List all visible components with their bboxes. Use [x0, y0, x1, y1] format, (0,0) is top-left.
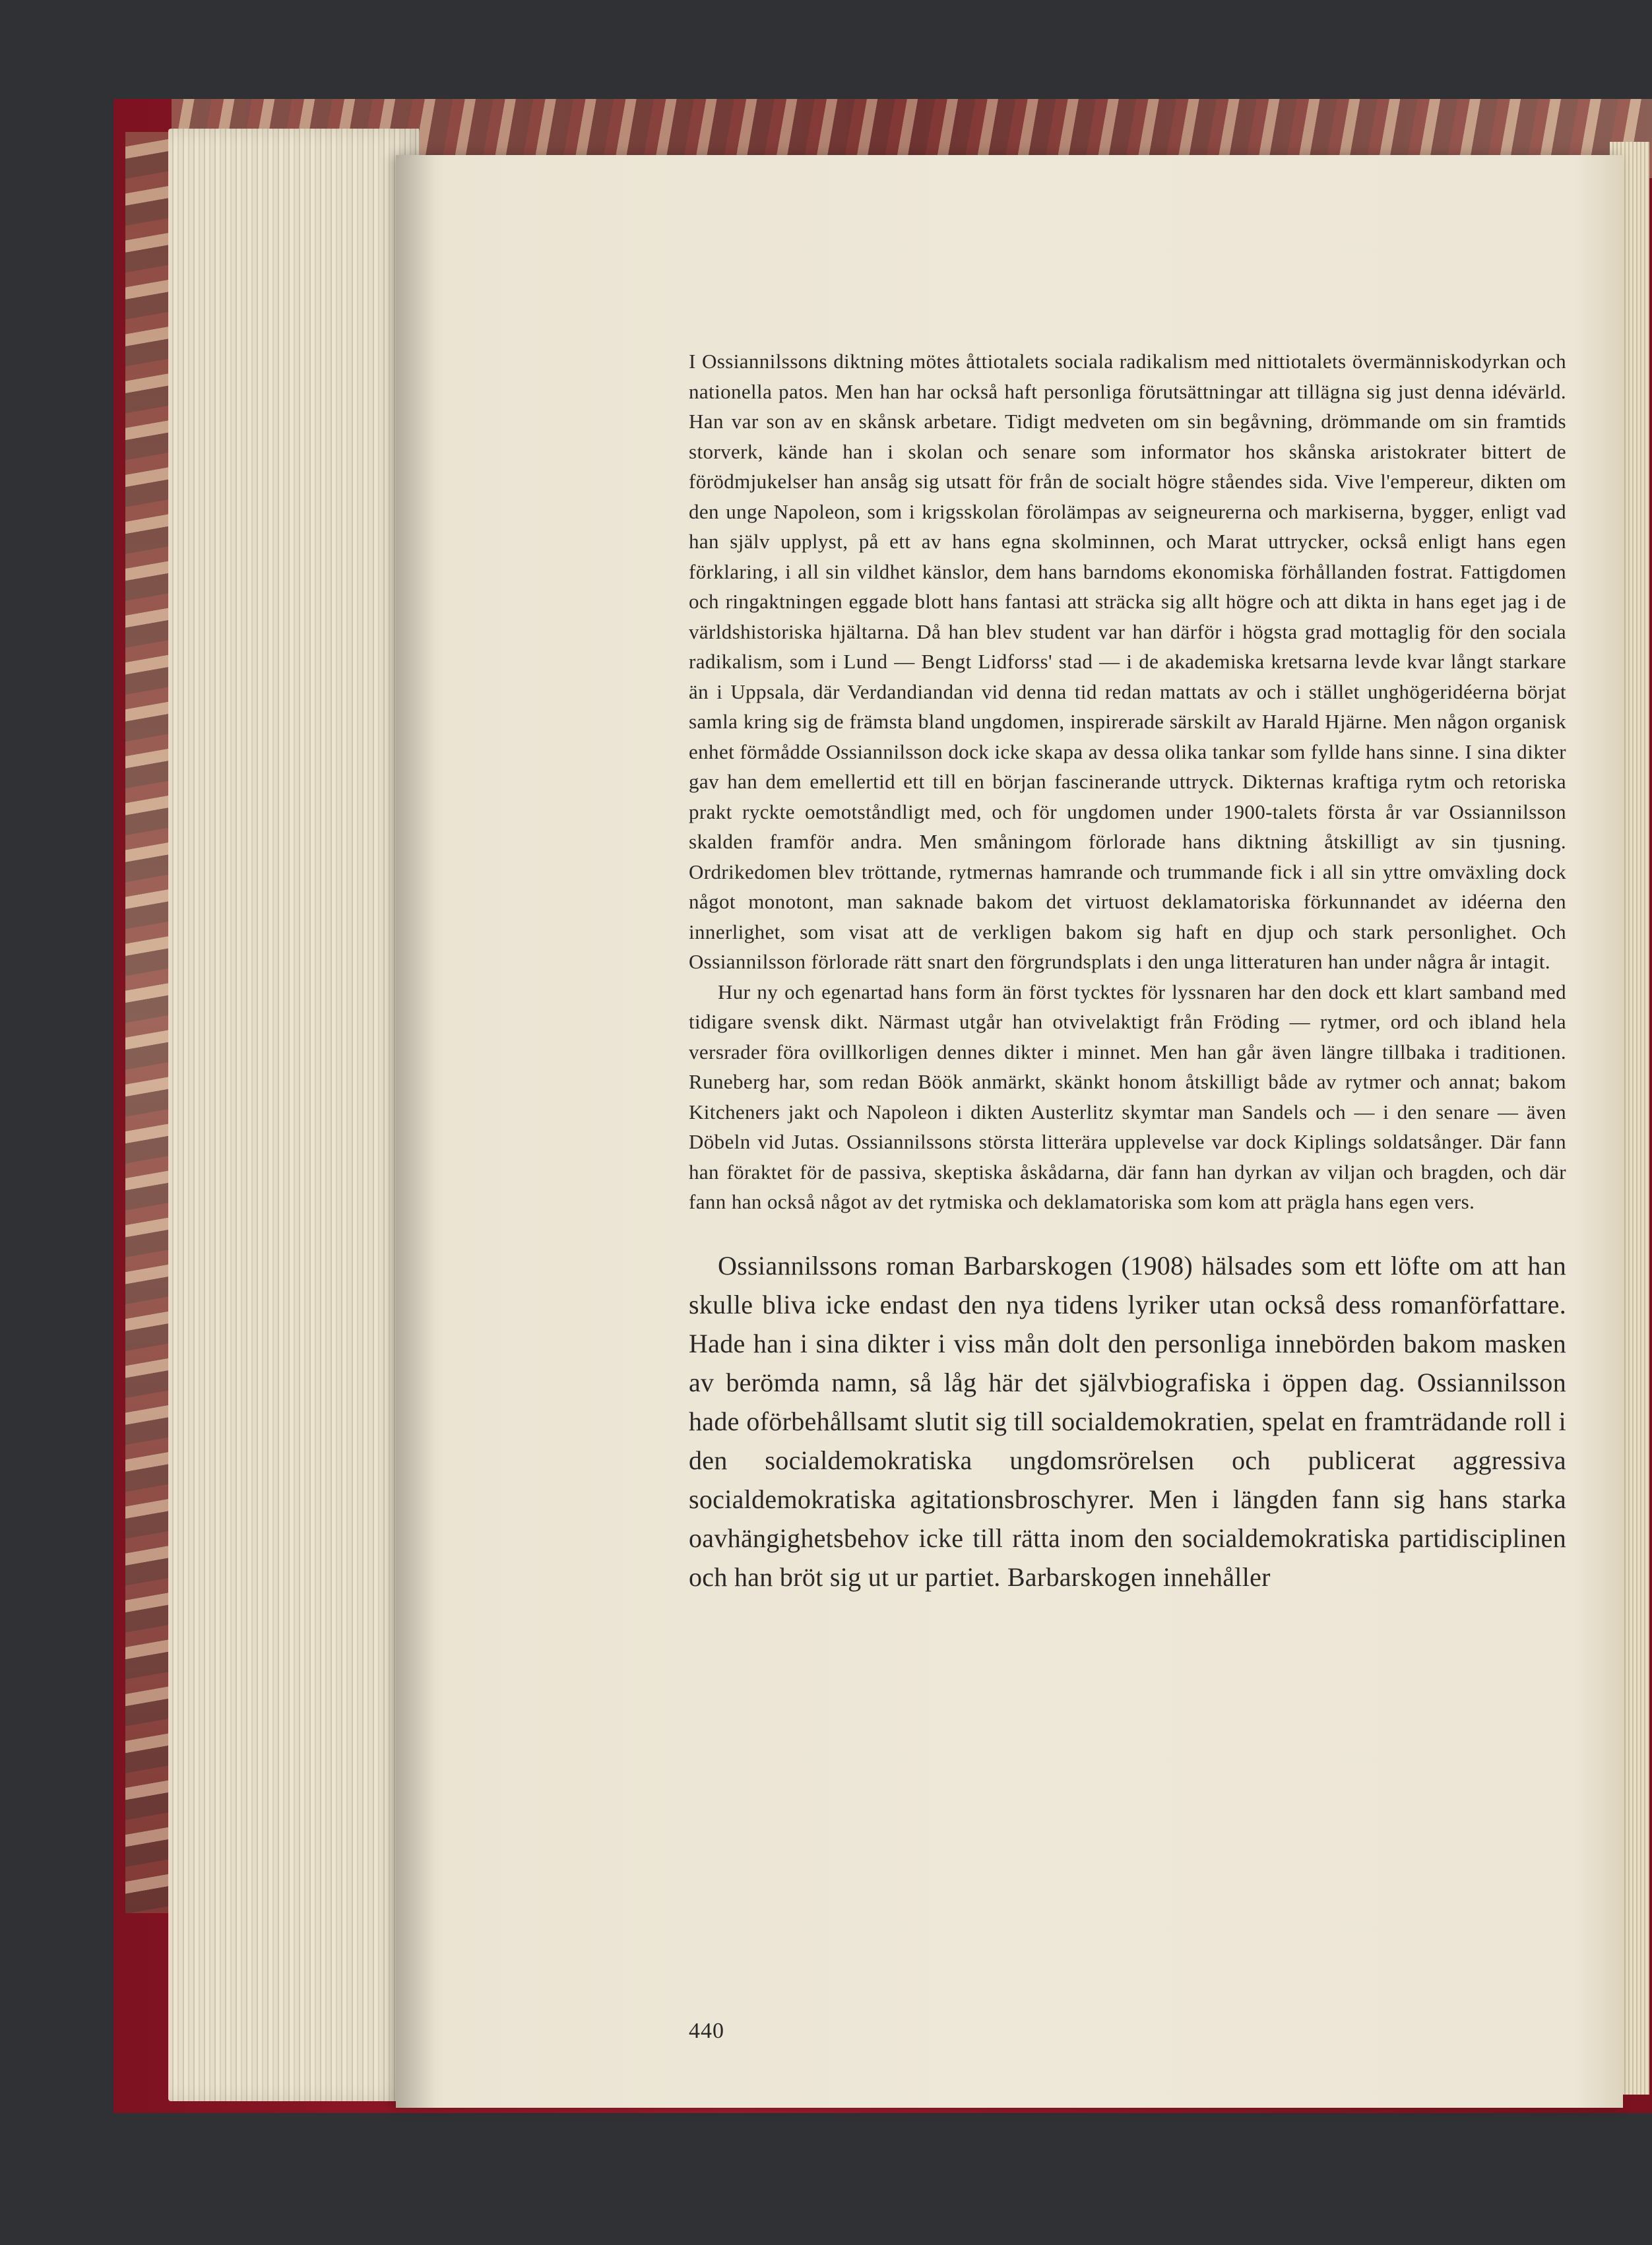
paragraph-large: Ossiannilssons roman Barbarskogen (1908) hälsades som ett löfte om att han skulle bliva icke endast den nya tidens lyriker utan också dess romanförfattare. Hade han i sina dikter i viss mån dolt den personliga innebörden bakom masken av berömda namn, så låg här det självbiografiska i öppen dag. Ossiannilsson hade oförbehållsamt slutit sig till socialdemokratien, spelat en framträdande roll i den socialdemokratiska ungdomsrörelsen och publicerat aggressiva socialdemokratiska agitationsbroschyrer. Men i längden fann sig hans starka oavhängighetsbehov icke till rätta inom den socialdemokratiska partidisciplinen och han bröt sig ut ur partiet. Barbarskogen innehåller	[689, 1250, 1566, 1592]
paragraph-1: I Ossiannilssons diktning mötes åttiotalets sociala radikalism med nittiotalets övermänniskodyrkan och nationella patos. Men han har också haft personliga förutsättningar att tillägna sig just denna idévärld. Han var son av en skånsk arbetare. Tidigt medveten om sin begåvning, drömmande om sin framtids storverk, kände han i skolan och senare som informator hos skånska aristokrater bittert de förödmjukelser han ansåg sig utsatt för från de socialt högre ståendes sida. Vive l'empereur, dikten om den unge Napoleon, som i krigsskolan förolämpas av seigneurerna och markiserna, bygger, enligt vad han själv upplyst, på ett av hans egna skolminnen, och Marat uttrycker, också enligt hans egen förklaring, i all sin vildhet känslor, dem hans barndoms ekonomiska förhållanden fostrat. Fattigdomen och ringaktningen eggade blott hans fantasi att sträcka sig allt högre och att dikta in hans eget jag i de världshistoriska hjältarna. Då han blev student var han därför i högsta grad mottaglig för den sociala radikalism, som i Lund — Bengt Lidforss' stad — i de akademiska kretsarna levde kvar långt starkare än i Uppsala, där Verdandiandan vid denna tid redan mattats av och i stället unghögeridéerna börjat samla kring sig de främsta bland ungdomen, inspirerade särskilt av Harald Hjärne. Men någon organisk enhet förmådde Ossiannilsson dock icke skapa av dessa olika tankar som fyllde hans sinne. I sina dikter gav han dem emellertid ett till en början fascinerande uttryck. Dikternas kraftiga rytm och retoriska prakt ryckte oemotståndligt med, och för ungdomen under 1900-talets första år var Ossiannilsson skalden framför andra. Men småningom förlorade hans diktning åtskilligt av sin tjusning. Ordrikedomen blev tröttande, rytmernas hamrande och trummande fick i all sin yttre omväxling dock något monotont, man saknade bakom det virtuost deklamatoriska förkunnandet av idéerna den innerlighet, som visat att de verkligen bakom sig haft en djup och stark personlighet. Och Ossiannilsson förlorade rätt snart den förgrundsplats i den unga litteraturen han under några år intagit.	[689, 350, 1566, 973]
marbled-endpaper-left	[125, 132, 172, 1913]
paragraph-2: Hur ny och egenartad hans form än först tycktes för lyssnaren har den dock ett klart samband med tidigare svensk dikt. Närmast utgår han otvivelaktigt från Fröding — rytmer, ord och ibland hela versrader föra ovillkorligen dennes dikter i minnet. Men han går även längre tillbaka i traditionen. Runeberg har, som redan Böök anmärkt, skänkt honom åtskilligt både av rytmer och annat; bakom Kitcheners jakt och Napoleon i dikten Austerlitz skymtar man Sandels och — i den senare — även Döbeln vid Jutas. Ossiannilssons största litterära upplevelse var dock Kiplings soldatsånger. Där fann han föraktet för de passiva, skeptiska åskådarna, där fann han dyrkan av viljan och bragden, och där fann han också något av det rytmiska och deklamatoriska som kom att prägla hans egen vers.	[689, 980, 1566, 1213]
gutter-shadow	[396, 155, 435, 2108]
page-number: 440	[689, 2019, 724, 2043]
page-edges-left	[168, 129, 419, 2101]
page-text	[689, 346, 1566, 1597]
